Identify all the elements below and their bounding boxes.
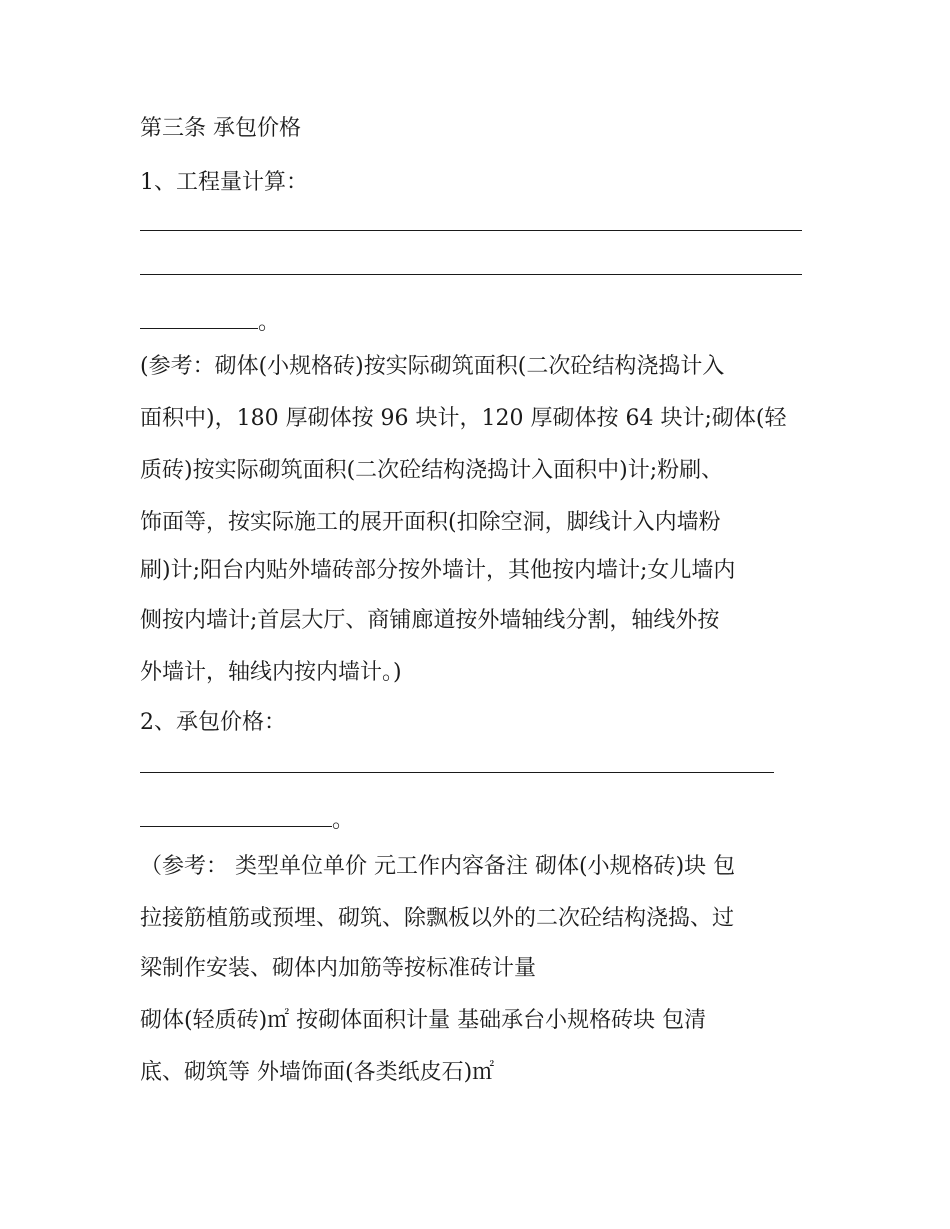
item-2-label: 2、承包价格： <box>140 710 286 735</box>
reference-2-line: 底、砌筑等 外墙饰面(各类纸皮石)㎡ <box>140 1060 495 1085</box>
reference-1-line: 外墙计，轴线内按内墙计。) <box>140 660 402 685</box>
fill-in-line-2 <box>140 252 802 284</box>
reference-2-line: 拉接筋植筋或预埋、砌筑、除飘板以外的二次砼结构浇捣、过 <box>140 906 735 931</box>
item-1-label: 1、工程量计算： <box>140 170 308 195</box>
reference-2-line: 梁制作安装、砌体内加筋等按标准砖计量 <box>140 956 537 981</box>
fill-in-line-3 <box>140 306 280 338</box>
reference-1-line: 饰面等，按实际施工的展开面积(扣除空洞，脚线计入内墙粉 <box>140 510 721 535</box>
reference-1-line: 面积中)，180 厚砌体按 96 块计，120 厚砌体按 64 块计;砌体(轻 <box>140 406 787 431</box>
reference-2-line: 砌体(轻质砖)㎡ 按砌体面积计量 基础承台小规格砖块 包清 <box>140 1008 707 1033</box>
reference-1-line: (参考：砌体(小规格砖)按实际砌筑面积(二次砼结构浇捣计入 <box>140 354 725 379</box>
fill-in-line-4 <box>140 750 774 782</box>
section-heading: 第三条 承包价格 <box>140 116 301 141</box>
fill-in-line-1 <box>140 208 802 240</box>
fill-in-line-5 <box>140 804 354 836</box>
blank-end-mark: 。 <box>258 310 281 335</box>
reference-1-line: 侧按内墙计;首层大厅、商铺廊道按外墙轴线分割，轴线外按 <box>140 608 720 633</box>
reference-1-line: 质砖)按实际砌筑面积(二次砼结构浇捣计入面积中)计;粉刷、 <box>140 458 724 483</box>
reference-2-line: （参考： 类型单位单价 元工作内容备注 砌体(小规格砖)块 包 <box>140 854 736 879</box>
reference-1-line: 刷)计;阳台内贴外墙砖部分按外墙计，其他按内墙计;女儿墙内 <box>140 558 736 583</box>
blank-end-mark: 。 <box>332 808 355 833</box>
